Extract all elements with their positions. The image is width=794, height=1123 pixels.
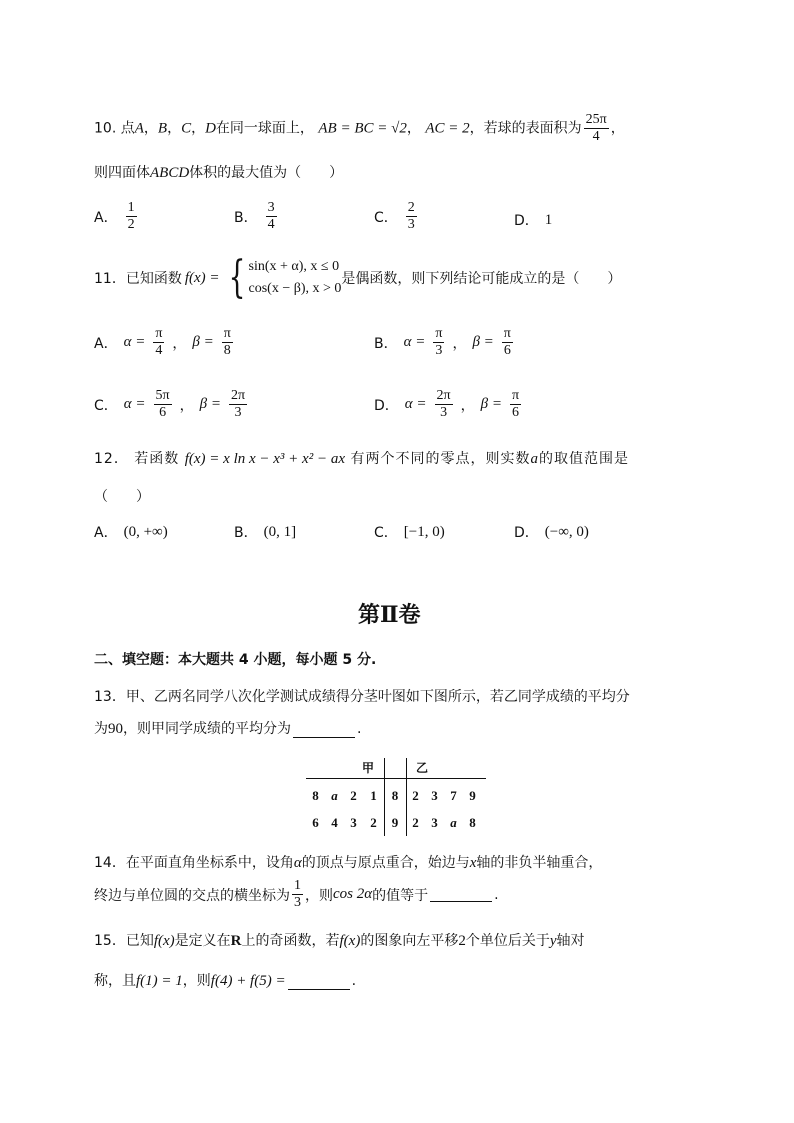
q10-line1 xyxy=(94,112,625,145)
q12-text-c: 的取值范围是 xyxy=(538,451,629,467)
num: 2π xyxy=(230,388,246,403)
case-1: sin(x + α), x ≤ 0 xyxy=(248,259,340,274)
q12-option-c[interactable] xyxy=(374,522,445,542)
q14-text-f: 的值等于 xyxy=(372,887,429,904)
option-fraction xyxy=(406,200,417,233)
q14-text-b: 的顶点与原点重合，始边与 xyxy=(301,855,470,871)
alpha-eq: α = xyxy=(403,334,426,350)
q14-line1 xyxy=(94,852,602,872)
leaf: 2 xyxy=(412,787,419,803)
cases xyxy=(249,256,342,300)
alpha-eq: α = xyxy=(404,396,427,412)
q11-line xyxy=(94,252,622,303)
alpha-eq: α = xyxy=(123,396,146,412)
option-label: C． xyxy=(374,525,398,541)
num: π xyxy=(503,326,511,341)
option-label: D． xyxy=(374,397,399,414)
num: π xyxy=(223,326,231,341)
q10-line2 xyxy=(94,162,343,182)
q12-option-b[interactable] xyxy=(234,522,296,542)
answer-paren: （ ） xyxy=(94,489,150,505)
point-a: A xyxy=(134,120,144,137)
den: 3 xyxy=(234,405,242,420)
alpha-eq: α = xyxy=(123,334,146,350)
q15-line1 xyxy=(94,930,585,950)
den: 4 xyxy=(592,129,600,144)
num: π xyxy=(435,326,443,341)
sep: ， xyxy=(610,120,625,137)
q15-text-d: 的图象向左平移 xyxy=(360,933,459,949)
point-d: D xyxy=(205,120,216,137)
q11-text-b: 是偶函数，则下列结论可能成立的是（ ） xyxy=(341,271,622,287)
q11-number: 11． xyxy=(94,271,126,287)
option-label: A． xyxy=(94,209,118,226)
den: 3 xyxy=(435,343,443,358)
q12-formula: f(x) = x ln x − x³ + x² − ax xyxy=(184,451,345,467)
q15-line2 xyxy=(94,970,356,990)
q10-option-a[interactable] xyxy=(94,200,139,233)
q15-text-g: 称，且 xyxy=(94,973,136,989)
q10-option-b[interactable] xyxy=(234,200,279,233)
beta-eq: β = xyxy=(472,334,494,350)
q14-text-a: 14．在平面直角坐标系中，设角 xyxy=(94,855,294,871)
q15-text-f: 轴对 xyxy=(556,933,585,949)
option-label: A． xyxy=(94,525,118,541)
q11-option-a[interactable] xyxy=(94,326,235,359)
piecewise xyxy=(223,252,342,303)
sep: ， xyxy=(143,120,158,137)
q12-line1 xyxy=(94,448,629,468)
q10-text-c: ，若球的表面积为 xyxy=(469,120,582,137)
num: 2 xyxy=(407,200,415,215)
option-value: [−1, 0) xyxy=(403,523,445,540)
cos-expression: cos 2α xyxy=(333,886,373,902)
option-label: B． xyxy=(374,335,398,352)
leaf: 3 xyxy=(350,814,357,830)
option-label: D． xyxy=(514,525,539,541)
den: 2 xyxy=(127,217,135,232)
stem-leaf-plot xyxy=(306,758,486,836)
period: . xyxy=(357,721,362,737)
q10-cond1: AB = BC = √2 xyxy=(318,120,407,137)
leaf: 2 xyxy=(370,814,377,830)
q10-text-a: 点 xyxy=(120,120,135,137)
stem: 8 xyxy=(391,787,399,803)
q10-option-c[interactable] xyxy=(374,200,419,233)
den: 4 xyxy=(155,343,163,358)
stem-leaf-rows xyxy=(306,782,482,836)
y-axis-var: y xyxy=(549,933,557,949)
den: 4 xyxy=(267,217,275,232)
q12-line2 xyxy=(94,486,150,506)
alpha-fraction xyxy=(153,326,164,359)
period: . xyxy=(351,973,357,989)
num: 1 xyxy=(294,878,301,893)
comma: ， xyxy=(179,397,194,414)
point-c: C xyxy=(181,120,192,137)
leaf: 2 xyxy=(412,814,419,830)
leaf: 1 xyxy=(370,787,377,803)
alpha-fraction xyxy=(435,388,453,421)
den: 6 xyxy=(503,343,511,358)
leaf: 9 xyxy=(469,787,476,803)
q15-text-a: 15．已知 xyxy=(94,933,154,949)
q10-line2-text-b: 体积的最大值为（ ） xyxy=(189,165,344,181)
fx: f(x) xyxy=(153,933,175,949)
alpha-fraction xyxy=(154,388,172,421)
beta-eq: β = xyxy=(480,396,502,412)
q10-line2-text: 则四面体 xyxy=(94,165,150,181)
q13-text-a: 为 xyxy=(94,721,108,737)
q14-text-d: 终边与单位圆的交点的横坐标为 xyxy=(94,887,290,904)
header-yi: 乙 xyxy=(416,761,429,775)
option-fraction xyxy=(266,200,277,233)
den: 3 xyxy=(294,895,301,910)
den: 6 xyxy=(159,405,167,420)
real-set: R xyxy=(230,933,242,949)
q12-option-d[interactable] xyxy=(514,522,589,542)
den: 8 xyxy=(223,343,231,358)
beta-fraction xyxy=(229,388,247,421)
alpha-fraction xyxy=(433,326,444,359)
tetrahedron-name: ABCD xyxy=(150,165,190,181)
point-b: B xyxy=(157,120,168,137)
num: 2π xyxy=(436,388,451,403)
shift-amount: 2 xyxy=(458,933,466,949)
q14-text-e: ，则 xyxy=(305,887,333,904)
answer-blank[interactable] xyxy=(293,723,355,738)
sphere-area-fraction xyxy=(584,112,609,145)
q12-number: 12． xyxy=(94,451,129,467)
stem-row xyxy=(306,809,482,836)
q14-line2 xyxy=(94,878,499,911)
option-value: (−∞, 0) xyxy=(544,523,589,540)
q10-cond2: AC = 2 xyxy=(425,120,470,137)
leaf: 7 xyxy=(450,787,457,803)
q15-text-c: 上的奇函数，若 xyxy=(241,933,340,949)
q12-text-b: 有两个不同的零点，则实数 xyxy=(350,451,531,467)
stem-row xyxy=(306,782,482,809)
option-label: B． xyxy=(234,525,258,541)
sep: ， xyxy=(406,120,421,137)
part-title: 第Ⅱ卷 xyxy=(358,602,421,628)
beta-eq: β = xyxy=(199,396,221,412)
period: . xyxy=(494,886,499,903)
sep: ， xyxy=(167,120,182,137)
comma: ， xyxy=(172,335,187,352)
leaf: a xyxy=(331,787,338,803)
option-label: B． xyxy=(234,209,258,226)
option-label: C． xyxy=(374,209,398,226)
beta-fraction xyxy=(222,326,233,359)
brace-icon: { xyxy=(228,252,245,303)
q15-text-e: 个单位后关于 xyxy=(465,933,550,949)
q15-condition: f(1) = 1 xyxy=(136,973,183,989)
leaf: 6 xyxy=(312,814,319,830)
header-jia: 甲 xyxy=(362,761,375,775)
leaf: 3 xyxy=(431,814,438,830)
angle-alpha: α xyxy=(293,855,302,871)
option-fraction xyxy=(126,200,137,233)
comma: ， xyxy=(460,397,475,414)
q15-text-h: ，则 xyxy=(182,973,211,989)
q10-number: 10. xyxy=(94,120,117,137)
leaf: 8 xyxy=(469,814,476,830)
num: 5π xyxy=(155,388,170,403)
num: 3 xyxy=(267,200,275,215)
header-rule xyxy=(306,778,486,779)
q12-text-a: 若函数 xyxy=(134,451,180,467)
q11-option-c[interactable] xyxy=(94,388,249,421)
option-value: (0, 1] xyxy=(263,523,297,540)
option-label: D． xyxy=(514,213,539,229)
q14-text-c: 轴的非负半轴重合， xyxy=(476,855,603,871)
num: 1 xyxy=(127,200,135,215)
average-value: 90 xyxy=(108,721,123,737)
leaf: 3 xyxy=(431,787,438,803)
function-name: f(x) = xyxy=(184,269,220,286)
beta-fraction xyxy=(502,326,513,359)
abscissa-fraction xyxy=(292,878,303,911)
q15-expression: f(4) + f(5) = xyxy=(210,973,286,989)
fx: f(x) xyxy=(339,933,361,949)
comma: ， xyxy=(452,335,467,352)
case-2: cos(x − β), x > 0 xyxy=(248,281,342,296)
option-value: 1 xyxy=(544,211,553,228)
sep: ， xyxy=(191,120,206,137)
q10-option-d[interactable] xyxy=(514,210,552,230)
beta-eq: β = xyxy=(192,334,214,350)
option-label: A． xyxy=(94,335,118,352)
param-a: a xyxy=(530,451,539,467)
option-value: (0, +∞) xyxy=(123,523,168,540)
q12-option-a[interactable] xyxy=(94,522,168,542)
q11-text-a: 已知函数 xyxy=(125,271,182,287)
section-heading: 二、填空题：本大题共 4 小题，每小题 5 分. xyxy=(94,652,377,668)
q10-text-b: 在同一球面上， xyxy=(215,120,314,137)
q13-line1: 13．甲、乙两名同学八次化学测试成绩得分茎叶图如下图所示，若乙同学成绩的平均分 xyxy=(94,689,630,705)
den: 6 xyxy=(511,405,519,420)
den: 3 xyxy=(440,405,448,420)
num: 25π xyxy=(585,112,607,127)
leaf: 4 xyxy=(331,814,338,830)
answer-blank[interactable] xyxy=(430,887,492,902)
den: 3 xyxy=(407,217,415,232)
q11-option-b[interactable] xyxy=(374,326,515,359)
option-label: C． xyxy=(94,397,118,414)
leaf: 2 xyxy=(350,787,357,803)
x-axis-var: x xyxy=(469,855,477,871)
num: π xyxy=(511,388,520,403)
q13-line2 xyxy=(94,718,361,738)
leaf: 8 xyxy=(312,787,319,803)
leaf: a xyxy=(450,814,457,830)
beta-fraction xyxy=(510,388,521,421)
q11-option-d[interactable] xyxy=(374,388,523,421)
q13-text-b: ，则甲同学成绩的平均分为 xyxy=(123,721,291,737)
q15-text-b: 是定义在 xyxy=(174,933,231,949)
answer-blank[interactable] xyxy=(288,975,350,990)
num: π xyxy=(155,326,163,341)
stem: 9 xyxy=(391,814,399,830)
